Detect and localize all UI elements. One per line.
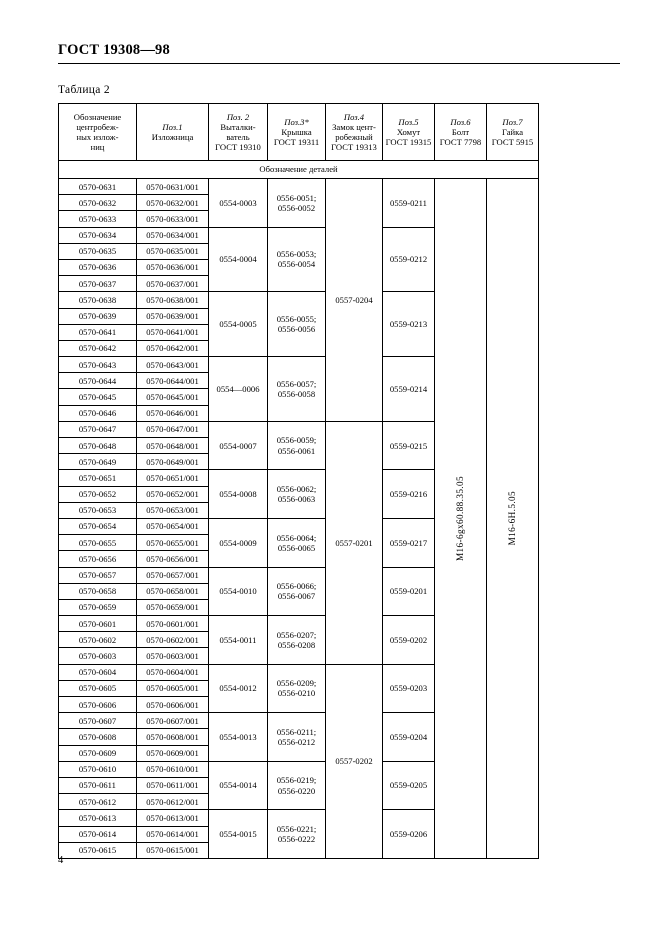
cell-ingot-mould: 0570-0643/001 (137, 357, 209, 373)
cell-text-line: 0556-0053; (276, 249, 317, 260)
cell-cover (268, 518, 326, 567)
cell-ingot-mould: 0570-0636/001 (137, 259, 209, 275)
table-subheader-row (59, 161, 607, 179)
cell-ingot-mould: 0570-0641/001 (137, 324, 209, 340)
cell-ejector: 0554-0008 (209, 470, 268, 519)
cell-ingot-mould: 0570-0638/001 (137, 292, 209, 308)
standard-title: ГОСТ 19308—98 (58, 42, 620, 64)
cell-cover (268, 616, 326, 665)
header-gost-ref: ГОСТ 19315 (385, 137, 432, 148)
cell-ingot-mould: 0570-0605/001 (137, 680, 209, 696)
cell-ejector: 0554-0005 (209, 292, 268, 357)
cell-ejector: 0554-0007 (209, 421, 268, 470)
cell-ingot-mould: 0570-0631/001 (137, 179, 209, 195)
cell-text-line: 0556-0211; (276, 726, 317, 737)
table-header-col-7 (435, 104, 487, 161)
table-caption: Таблица 2 (58, 84, 110, 96)
cell-text-line: 0556-0054 (277, 259, 316, 270)
cell-mould-designation: 0570-0636 (59, 259, 137, 275)
cell-text-line: 0556-0210 (277, 688, 316, 699)
cell-text-line: 0556-0056 (277, 324, 316, 335)
header-part-name: Замок цент- (332, 121, 376, 132)
cell-text-line: 0556-0052 (277, 202, 316, 213)
cell-text-line: 0556-0057; (276, 378, 317, 389)
cell-ingot-mould: 0570-0653/001 (137, 502, 209, 518)
cell-mould-designation: 0570-0609 (59, 745, 137, 761)
header-part-name: Гайка (501, 126, 524, 137)
cell-ingot-mould: 0570-0654/001 (137, 518, 209, 534)
cell-mould-designation: 0570-0658 (59, 583, 137, 599)
cell-ejector: 0554-0003 (209, 179, 268, 228)
cell-mould-designation: 0570-0604 (59, 664, 137, 680)
table-header-row (59, 104, 607, 161)
cell-ingot-mould: 0570-0655/001 (137, 535, 209, 551)
header-position-label: Поз.3* (284, 116, 309, 127)
cell-clamp: 0559-0217 (383, 518, 435, 567)
nut-designation: М16-6Н.5.05 (507, 491, 518, 546)
cell-mould-designation: 0570-0603 (59, 648, 137, 664)
cell-mould-designation: 0570-0648 (59, 438, 137, 454)
cell-mould-designation: 0570-0605 (59, 680, 137, 696)
cell-text-line: 0556-0221; (276, 823, 317, 834)
cell-cover (268, 761, 326, 810)
cell-ingot-mould: 0570-0607/001 (137, 713, 209, 729)
cell-ingot-mould: 0570-0634/001 (137, 227, 209, 243)
cell-ejector: 0554-0009 (209, 518, 268, 567)
parts-table (58, 103, 607, 859)
cell-cover (268, 810, 326, 859)
cell-cover (268, 421, 326, 470)
cell-ingot-mould: 0570-0652/001 (137, 486, 209, 502)
cell-clamp: 0559-0216 (383, 470, 435, 519)
cell-mould-designation: 0570-0656 (59, 551, 137, 567)
header-gost-ref: ГОСТ 7798 (439, 137, 482, 148)
cell-ingot-mould: 0570-0603/001 (137, 648, 209, 664)
cell-text-line: 0556-0209; (276, 678, 317, 689)
cell-text-line: 0556-0055; (276, 314, 317, 325)
cell-mould-designation: 0570-0601 (59, 616, 137, 632)
cell-mould-designation: 0570-0631 (59, 179, 137, 195)
cell-ejector: 0554-0010 (209, 567, 268, 616)
cell-mould-designation: 0570-0634 (59, 227, 137, 243)
header-text-line: Обозначение (73, 111, 122, 122)
cell-mould-designation: 0570-0659 (59, 599, 137, 615)
cell-mould-designation: 0570-0652 (59, 486, 137, 502)
cell-text-line: 0556-0219; (276, 775, 317, 786)
cell-mould-designation: 0570-0644 (59, 373, 137, 389)
header-position-label: Поз.4 (343, 111, 365, 122)
cell-clamp: 0559-0203 (383, 664, 435, 713)
cell-ingot-mould: 0570-0646/001 (137, 405, 209, 421)
cell-ingot-mould: 0570-0601/001 (137, 616, 209, 632)
cell-clamp: 0559-0212 (383, 227, 435, 292)
cell-mould-designation: 0570-0646 (59, 405, 137, 421)
cell-ejector: 0554-0014 (209, 761, 268, 810)
cell-ingot-mould: 0570-0633/001 (137, 211, 209, 227)
subheader-label: Обозначение деталей (59, 161, 539, 179)
header-part-name: ватель (226, 132, 250, 142)
cell-text-line: 0556-0064; (276, 532, 317, 543)
cell-text-line: 0556-0065 (277, 542, 316, 553)
header-position-label: Поз.1 (162, 121, 183, 132)
cell-centrifugal-lock: 0557-0201 (326, 421, 383, 664)
cell-cover (268, 292, 326, 357)
cell-clamp: 0559-0215 (383, 421, 435, 470)
cell-ingot-mould: 0570-0657/001 (137, 567, 209, 583)
cell-ingot-mould: 0570-0602/001 (137, 632, 209, 648)
cell-mould-designation: 0570-0635 (59, 243, 137, 259)
table-row (59, 179, 607, 195)
cell-cover (268, 179, 326, 228)
cell-ingot-mould: 0570-0645/001 (137, 389, 209, 405)
cell-clamp: 0559-0214 (383, 357, 435, 422)
cell-ingot-mould: 0570-0642/001 (137, 340, 209, 356)
page-number: 4 (58, 855, 64, 866)
header-position-label: Поз.6 (450, 116, 471, 127)
table-header-col-1 (59, 104, 137, 161)
cell-clamp: 0559-0201 (383, 567, 435, 616)
header-part-name: робежный (335, 132, 373, 142)
cell-text-line: 0556-0062; (276, 484, 317, 495)
cell-mould-designation: 0570-0649 (59, 454, 137, 470)
cell-text-line: 0556-0208 (277, 639, 316, 650)
cell-mould-designation: 0570-0615 (59, 842, 137, 858)
cell-text-line: 0556-0066; (276, 581, 317, 592)
cell-mould-designation: 0570-0611 (59, 777, 137, 793)
cell-ingot-mould: 0570-0632/001 (137, 195, 209, 211)
cell-mould-designation: 0570-0647 (59, 421, 137, 437)
table-header-col-6 (383, 104, 435, 161)
cell-text-line: 0556-0222 (277, 834, 316, 845)
cell-ingot-mould: 0570-0608/001 (137, 729, 209, 745)
cell-ingot-mould: 0570-0659/001 (137, 599, 209, 615)
cell-ingot-mould: 0570-0614/001 (137, 826, 209, 842)
cell-mould-designation: 0570-0657 (59, 567, 137, 583)
table-header-col-4 (268, 104, 326, 161)
cell-mould-designation: 0570-0608 (59, 729, 137, 745)
cell-ingot-mould: 0570-0613/001 (137, 810, 209, 826)
header-part-name: Крышка (281, 126, 312, 137)
cell-bolt (435, 179, 487, 859)
cell-nut (487, 179, 539, 859)
header-gost-ref: ГОСТ 19311 (273, 137, 320, 148)
cell-text-line: 0556-0212 (277, 736, 316, 747)
cell-ingot-mould: 0570-0648/001 (137, 438, 209, 454)
cell-mould-designation: 0570-0643 (59, 357, 137, 373)
cell-ingot-mould: 0570-0651/001 (137, 470, 209, 486)
cell-cover (268, 227, 326, 292)
cell-centrifugal-lock: 0557-0204 (326, 179, 383, 422)
cell-cover (268, 470, 326, 519)
cell-cover (268, 567, 326, 616)
cell-ejector: 0554-0011 (209, 616, 268, 665)
cell-text-line: 0556-0051; (276, 192, 317, 203)
table-header-col-3 (209, 104, 268, 161)
cell-mould-designation: 0570-0632 (59, 195, 137, 211)
cell-clamp: 0559-0211 (383, 179, 435, 228)
cell-mould-designation: 0570-0639 (59, 308, 137, 324)
table-header-col-2 (137, 104, 209, 161)
cell-clamp: 0559-0206 (383, 810, 435, 859)
cell-clamp: 0559-0204 (383, 713, 435, 762)
cell-ingot-mould: 0570-0612/001 (137, 794, 209, 810)
cell-text-line: 0556-0067 (277, 591, 316, 602)
cell-ingot-mould: 0570-0639/001 (137, 308, 209, 324)
header-text-line: центробеж- (76, 121, 119, 132)
cell-ejector: 0554-0013 (209, 713, 268, 762)
cell-ingot-mould: 0570-0658/001 (137, 583, 209, 599)
cell-ingot-mould: 0570-0647/001 (137, 421, 209, 437)
cell-ingot-mould: 0570-0635/001 (137, 243, 209, 259)
header-gost-ref: ГОСТ 19310 (215, 142, 261, 153)
bolt-designation: М16-6gх60.88.35.05 (455, 475, 466, 561)
header-position-label: Поз.7 (502, 116, 523, 127)
cell-clamp: 0559-0205 (383, 761, 435, 810)
cell-mould-designation: 0570-0610 (59, 761, 137, 777)
header-position-label: Поз.5 (398, 116, 419, 127)
cell-mould-designation: 0570-0633 (59, 211, 137, 227)
table-header-col-8 (487, 104, 539, 161)
header-gost-ref: ГОСТ 5915 (491, 137, 534, 148)
cell-mould-designation: 0570-0607 (59, 713, 137, 729)
cell-mould-designation: 0570-0613 (59, 810, 137, 826)
cell-text-line: 0556-0063 (277, 494, 316, 505)
header-part-name: Хомут (396, 126, 421, 137)
cell-mould-designation: 0570-0637 (59, 276, 137, 292)
cell-ingot-mould: 0570-0609/001 (137, 745, 209, 761)
cell-cover (268, 664, 326, 713)
header-text-line: ных излож- (76, 132, 119, 142)
cell-ejector: 0554—0006 (209, 357, 268, 422)
cell-mould-designation: 0570-0606 (59, 697, 137, 713)
cell-ingot-mould: 0570-0611/001 (137, 777, 209, 793)
cell-clamp: 0559-0213 (383, 292, 435, 357)
cell-mould-designation: 0570-0645 (59, 389, 137, 405)
header-gost-ref: ГОСТ 19313 (331, 142, 377, 153)
header-part-name: Болт (451, 126, 470, 137)
cell-text-line: 0556-0207; (276, 629, 317, 640)
cell-mould-designation: 0570-0651 (59, 470, 137, 486)
header-part-name: Выталки- (220, 121, 256, 132)
header-position-label: Поз. 2 (226, 111, 250, 122)
cell-text-line: 0556-0058 (277, 388, 316, 399)
cell-text-line: 0556-0061 (277, 445, 316, 456)
cell-text-line: 0556-0059; (276, 435, 317, 446)
cell-ejector: 0554-0015 (209, 810, 268, 859)
table-header-col-5 (326, 104, 383, 161)
cell-ingot-mould: 0570-0637/001 (137, 276, 209, 292)
cell-ingot-mould: 0570-0615/001 (137, 842, 209, 858)
cell-mould-designation: 0570-0602 (59, 632, 137, 648)
cell-ejector: 0554-0004 (209, 227, 268, 292)
cell-ingot-mould: 0570-0604/001 (137, 664, 209, 680)
cell-text-line: 0556-0220 (277, 785, 316, 796)
cell-mould-designation: 0570-0642 (59, 340, 137, 356)
cell-mould-designation: 0570-0641 (59, 324, 137, 340)
cell-mould-designation: 0570-0655 (59, 535, 137, 551)
cell-mould-designation: 0570-0638 (59, 292, 137, 308)
cell-ingot-mould: 0570-0610/001 (137, 761, 209, 777)
cell-mould-designation: 0570-0612 (59, 794, 137, 810)
cell-cover (268, 713, 326, 762)
cell-ingot-mould: 0570-0644/001 (137, 373, 209, 389)
header-text-line: ниц (90, 142, 105, 153)
cell-ingot-mould: 0570-0656/001 (137, 551, 209, 567)
cell-clamp: 0559-0202 (383, 616, 435, 665)
cell-centrifugal-lock: 0557-0202 (326, 664, 383, 858)
cell-cover (268, 357, 326, 422)
cell-mould-designation: 0570-0614 (59, 826, 137, 842)
cell-ejector: 0554-0012 (209, 664, 268, 713)
cell-mould-designation: 0570-0653 (59, 502, 137, 518)
header-part-name: Изложница (151, 132, 194, 142)
cell-ingot-mould: 0570-0606/001 (137, 697, 209, 713)
cell-mould-designation: 0570-0654 (59, 518, 137, 534)
cell-ingot-mould: 0570-0649/001 (137, 454, 209, 470)
